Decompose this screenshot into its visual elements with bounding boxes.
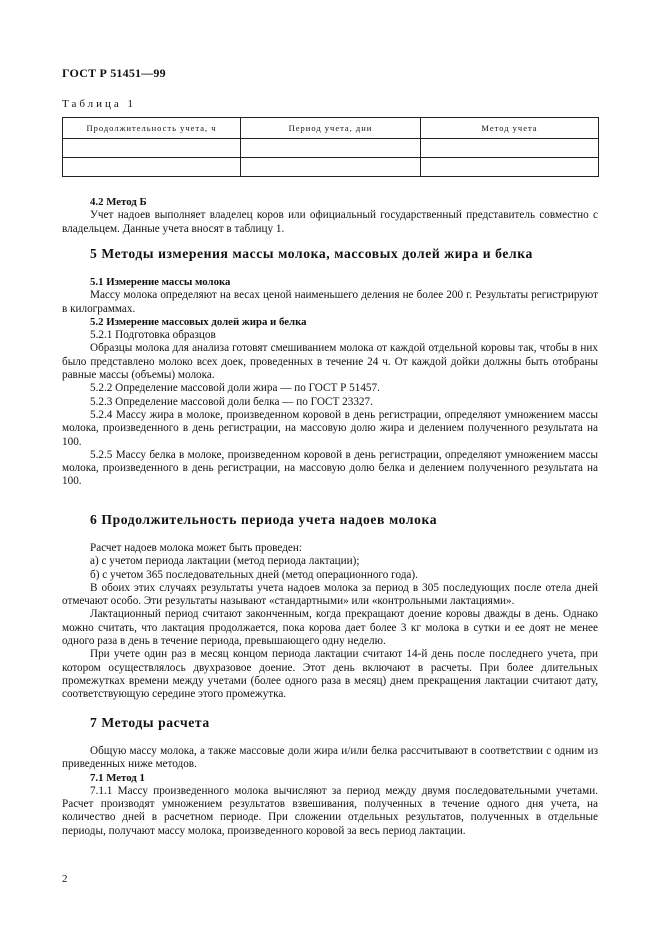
table-cell xyxy=(421,158,599,177)
section-title: 5.1 Измерение массы молока xyxy=(90,276,231,288)
paragraph: 5.2.1 Подготовка образцов xyxy=(90,329,216,342)
table-cell xyxy=(241,158,421,177)
table-header-row xyxy=(63,118,599,139)
column-header: Период учета, дни xyxy=(241,118,421,139)
section-heading-5: 5 Методы измерения массы молока, массовых долей жира и белка xyxy=(90,246,533,261)
section-6 xyxy=(62,542,598,702)
column-header: Метод учета xyxy=(421,118,599,139)
list-item: б) с учетом 365 последовательных дней (метод операционного года). xyxy=(90,568,418,581)
document-header: ГОСТ Р 51451—99 xyxy=(62,66,166,80)
section-title: 4.2 Метод Б xyxy=(90,196,147,208)
table-cell xyxy=(241,139,421,158)
table-cell xyxy=(421,139,599,158)
paragraph: Общую массу молока, а также массовые доли жира и/или белка рассчитывают в соответствии с одним из приведенных ниже методов. xyxy=(62,745,598,771)
list-item: а) с учетом периода лактации (метод периода лактации); xyxy=(90,555,360,568)
paragraph: Образцы молока для анализа готовят смешиванием молока от каждой отдельной коровы так, чтобы в них было представлено молоко всех доек, проведенных в течение 24 ч. От каждой дойки должны быть отобраны равные массы (объемы) молока. xyxy=(62,342,598,382)
section-5 xyxy=(62,276,598,489)
recording-table xyxy=(62,117,599,177)
paragraph: 5.2.5 Массу белка в молоке, произведенном коровой в день регистрации, определяют умножением массы молока, произведенного в день регистрации, на массовую долю белка и делением полученного результата на 100. xyxy=(62,448,598,488)
section-heading-6: 6 Продолжительность периода учета надоев молока xyxy=(90,512,438,527)
paragraph: Массу молока определяют на весах ценой наименьшего деления не более 200 г. Результаты регистрируют в килограммах. xyxy=(62,289,598,315)
paragraph: Лактационный период считают законченным, когда прекращают доение коровы дважды в день. Однако можно считать, что лактация продолжается, пока корова дает более 3 кг молока в сутки и ее доят не менее одного раза в день в течение периода, превышающего одну неделю. xyxy=(62,608,598,648)
table-caption: Таблица 1 xyxy=(62,98,137,110)
section-heading-7: 7 Методы расчета xyxy=(90,715,210,730)
table-cell xyxy=(63,139,241,158)
paragraph: 7.1.1 Массу произведенного молока вычисляют за период между двумя последовательными учетами. Расчет производят умножением результатов взвешивания, полученных в течение одного дня учета, на количество дней в расчетном периоде. При сложении отдельных результатов, полученных в отдельные периоды, получают массу молока, произведенного коровой за весь период лактации. xyxy=(62,784,598,837)
section-7 xyxy=(62,745,598,838)
table-cell xyxy=(63,158,241,177)
paragraph: Учет надоев выполняет владелец коров или официальный государственный представитель совместно с владельцем. Данные учета вносят в таблицу 1. xyxy=(62,209,598,235)
paragraph: Расчет надоев молока может быть проведен: xyxy=(90,542,302,554)
column-header: Продолжительность учета, ч xyxy=(63,118,241,139)
paragraph: 5.2.4 Массу жира в молоке, произведенном коровой в день регистрации, определяют умножением массы молока, произведенного в день регистрации, на массовую долю жира и делением полученного результата на 100. xyxy=(62,408,598,448)
section-title: 7.1 Метод 1 xyxy=(90,771,145,784)
paragraph: 5.2.3 Определение массовой доли белка — по ГОСТ 23327. xyxy=(90,395,373,408)
paragraph: В обоих этих случаях результаты учета надоев молока за период в 305 последующих после отела дней отмечают особо. Эти результаты называют «стандартными» или «контрольными лактациями». xyxy=(62,581,598,608)
paragraph: 5.2.2 Определение массовой доли жира — по ГОСТ Р 51457. xyxy=(90,382,380,395)
section-4-2 xyxy=(62,196,598,236)
page-number: 2 xyxy=(62,873,68,885)
paragraph: При учете один раз в месяц концом периода лактации считают 14-й день после последнего учета, при котором осуществлялось двухразовое доение. Этот день включают в расчеты. При более длительных промежутках времени между учетами (более одного раза в месяц) днем прекращения лактации считают дату, соответствующую середине этого промежутка. xyxy=(62,648,598,701)
table-row xyxy=(63,139,599,158)
section-title: 5.2 Измерение массовых долей жира и белка xyxy=(90,315,307,328)
table-row xyxy=(63,158,599,177)
